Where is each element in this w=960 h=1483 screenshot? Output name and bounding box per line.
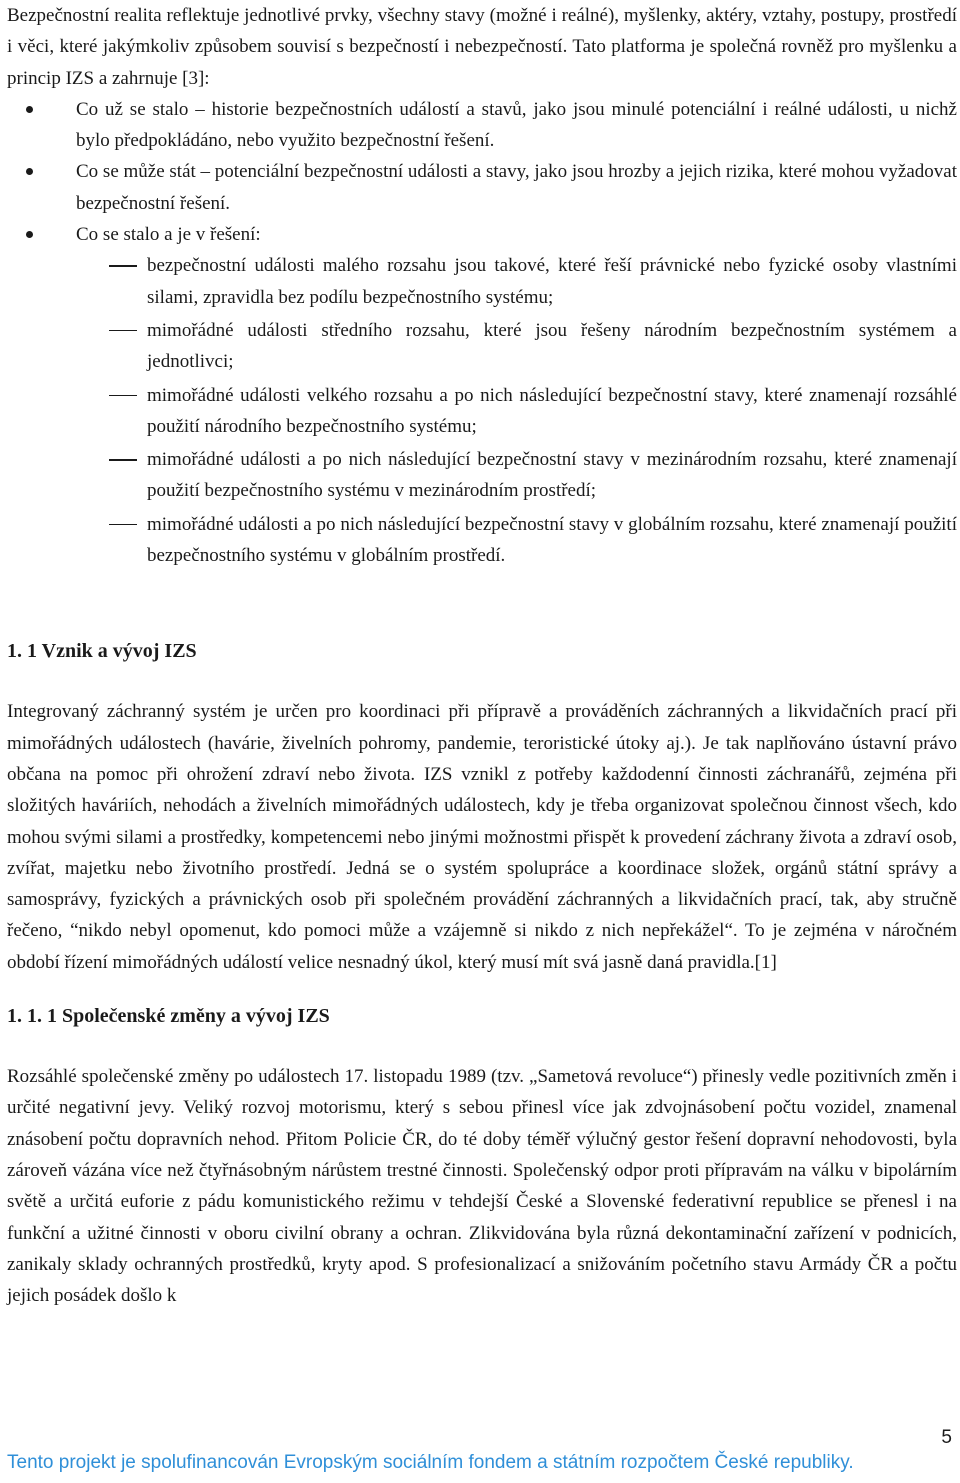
bullet-text: Co se stalo a je v řešení: [76,224,261,246]
dash-text: mimořádné události středního rozsahu, které jsou řešeny národním bezpečnostním systémem a jednotlivci; [147,319,957,373]
dash-text: mimořádné události a po nich následující bezpečnostní stavy v mezinárodním rozsahu, které znamenají použití bezpečnostního systému v mezinárodním prostředí; [147,449,957,502]
bullet-icon [26,168,33,175]
document-page [7,0,957,1311]
dash-item [7,380,957,443]
dash-icon [109,459,137,461]
page-number: 5 [941,1427,952,1448]
dash-text: bezpečnostní události malého rozsahu jsou takové, které řeší právnické nebo fyzické osoby vlastními silami, zpravidla bez podílu bezpečnostního systému; [147,255,957,308]
dash-icon [109,395,137,397]
bullet-item-history [7,94,957,157]
subsection-heading: 1. 1. 1 Společenské změny a vývoj IZS [7,1005,330,1028]
intro-paragraph: Bezpečnostní realita reflektuje jednotlivé prvky, všechny stavy (možné i reálné), myšlenky, aktéry, vztahy, postupy, prostředí i věci, které jakýmkoliv způsobem souvisí s bezpečností i nebezpečností. Tato platforma je společná rovněž pro myšlenku a princip IZS a zahrnuje [3]: [7,5,957,89]
dash-icon [109,524,137,526]
subsection-paragraph: Rozsáhlé společenské změny po událostech 17. listopadu 1989 (tzv. „Sametová revoluce“) přinesly vedle pozitivních změn i určité negativní jevy. Veliký rozvoj motorismu, který s sebou přinesl více jak zdvojnásobení počtu vozidel, znamenal znásobení počtu dopravních nehod. Přitom Policie ČR, do té doby téměř výlučný gestor řešení dopravní nehodovosti, byla zároveň vázána více než čtyřnásobným nárůstem trestné činnosti. Společenský odpor proti přípravám na válku v bipolárním světě a určitá euforie z pádu komunistického režimu v tehdejší České a Slovenské federativní republice se přenesl i na funkční a užitné činnosti v oboru civilní obrany a ochran. Zlikvidována byla různá dekontaminační zařízení v podnicích, zanikaly sklady ochranných prostředků, kryty apod. S profesionalizací a snižováním početního stavu Armády ČR a počtu jejich posádek došlo k [7,1066,957,1307]
bullet-icon [26,106,33,113]
dash-item [7,315,957,378]
bullet-icon [26,231,33,238]
dash-text: mimořádné události velkého rozsahu a po nich následující bezpečnostní stavy, které znamenají rozsáhlé použití národního bezpečnostního systému; [147,384,957,437]
dash-item [7,250,957,313]
bullet-list [7,94,957,571]
dash-icon [109,330,137,332]
bullet-item-in-progress [7,219,957,571]
dash-list [7,250,957,571]
dash-icon [109,265,137,267]
section-heading: 1. 1 Vznik a vývoj IZS [7,640,197,663]
footer-funding-note: Tento projekt je spolufinancován Evropským sociálním fondem a státním rozpočtem České republiky. [7,1452,854,1473]
dash-text: mimořádné události a po nich následující bezpečnostní stavy v globálním rozsahu, které znamenají použití bezpečnostního systému v globálním prostředí. [147,513,957,567]
section-paragraph: Integrovaný záchranný systém je určen pro koordinaci při přípravě a prováděních záchranných a likvidačních prací při mimořádných událostech (havárie, živelních pohromy, pandemie, teroristické útoky aj.). Je tak naplňováno ústavní právo občana na pomoc při ohrožení zdraví nebo života. IZS vznikl z potřeby každodenní činnosti záchranářů, zejména při složitých haváriích, nehodách a živelních mimořádných událostech, kdy je třeba organizovat společnou činnost všech, kdo mohou svými silami a prostředky, kompetencemi nebo jinými možnostmi přispět k provedení záchrany života a zdraví osob, zvířat, majetku nebo životního prostředí. Jedná se o systém spolupráce a koordinace složek, orgánů státní správy a samosprávy, fyzických a právnických osob při společném provádění záchranných a likvidačních prací, tak, aby stručně řečeno, “nikdo nebyl opomenut, kdo pomoci může a vzájemně si nikdo z nich nepřekážel“. To je zejména v náročném období řízení mimořádných událostí velice nesnadný úkol, který musí mít svá jasně daná pravidla.[1] [7,701,957,973]
dash-item [7,444,957,507]
bullet-item-potential [7,156,957,219]
bullet-text: Co už se stalo – historie bezpečnostních událostí a stavů, jako jsou minulé potenciální i reálné události, u nichž bylo předpokládáno, nebo využito bezpečnostní řešení. [76,98,957,152]
bullet-text: Co se může stát – potenciální bezpečnostní události a stavy, jako jsou hrozby a jejich rizika, které mohou vyžadovat bezpečnostní řešení. [76,161,957,214]
dash-item [7,509,957,572]
